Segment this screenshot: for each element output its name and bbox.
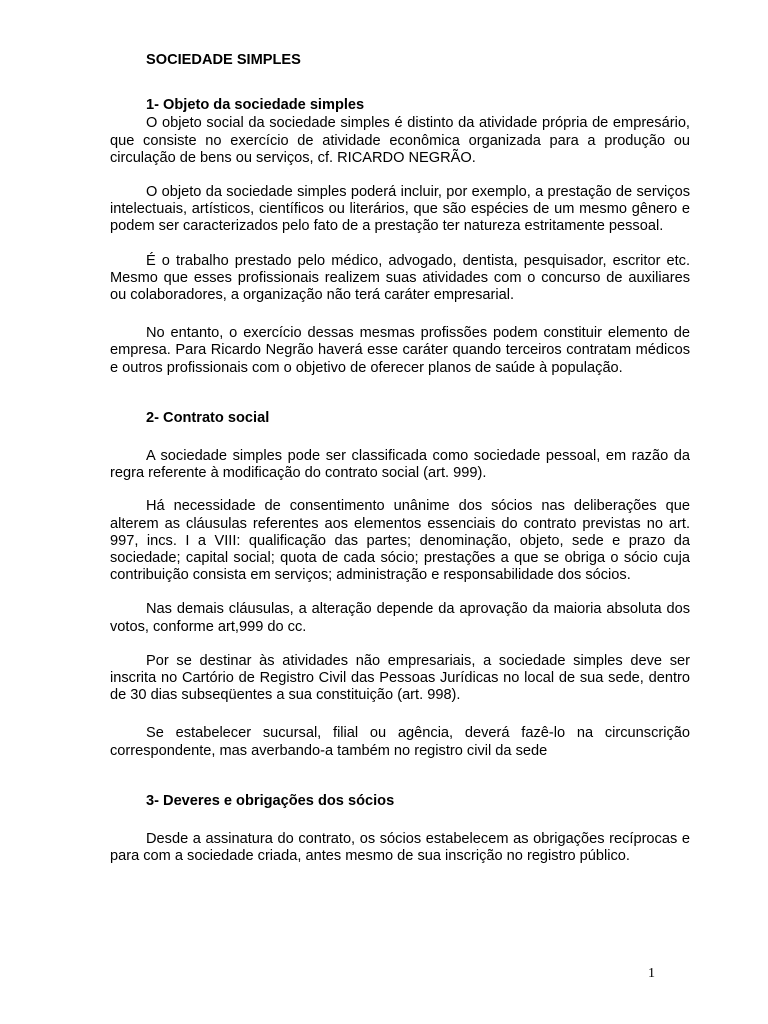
- page-number: 1: [648, 966, 655, 981]
- document-page: [110, 52, 690, 866]
- paragraph: O objeto da sociedade simples poderá incluir, por exemplo, a prestação de serviços intelectuais, artísticos, científicos ou literários, que são espécies de um mesmo gênero e podem ser caracterizados pelo fato de a prestação ter natureza estritamente pessoal.: [110, 184, 690, 235]
- paragraph: Por se destinar às atividades não empresariais, a sociedade simples deve ser inscrita no Cartório de Registro Civil das Pessoas Jurídicas no local de sua sede, dentro de 30 dias subseqüentes a sua constituição (art. 998).: [110, 652, 690, 704]
- document-title: SOCIEDADE SIMPLES: [146, 52, 301, 68]
- paragraph: Se estabelecer sucursal, filial ou agência, deverá fazê-lo na circunscrição correspondente, mas averbando-a também no registro civil da sede: [110, 725, 690, 759]
- paragraph: Nas demais cláusulas, a alteração depende da aprovação da maioria absoluta dos votos, conforme art,999 do cc.: [110, 601, 690, 635]
- paragraph: Desde a assinatura do contrato, os sócios estabelecem as obrigações recíprocas e para com a sociedade criada, antes mesmo de sua inscrição no registro público.: [110, 831, 690, 865]
- paragraph: É o trabalho prestado pelo médico, advogado, dentista, pesquisador, escritor etc. Mesmo que esses profissionais realizem suas atividades com o concurso de auxiliares ou colaboradores, a organização não terá caráter empresarial.: [110, 252, 690, 304]
- section-heading-deveres-obrigacoes: 3- Deveres e obrigações dos sócios: [146, 792, 395, 809]
- section-heading-contrato-social: 2- Contrato social: [146, 409, 270, 426]
- section-heading-objeto: 1- Objeto da sociedade simples: [146, 97, 365, 114]
- paragraph: O objeto social da sociedade simples é distinto da atividade própria de empresário, que consiste no exercício de atividade econômica organizada para a produção ou circulação de bens ou serviços, cf. RICARDO NEGRÃO.: [110, 115, 690, 166]
- paragraph: A sociedade simples pode ser classificada como sociedade pessoal, em razão da regra referente à modificação do contrato social (art. 999).: [110, 448, 690, 482]
- paragraph: No entanto, o exercício dessas mesmas profissões podem constituir elemento de empresa. Para Ricardo Negrão haverá esse caráter quando terceiros contratam médicos e outros profissionais com o objetivo de oferecer planos de saúde à população.: [110, 325, 690, 376]
- paragraph: Há necessidade de consentimento unânime dos sócios nas deliberações que alterem as cláusulas referentes aos elementos essenciais do contrato previstas no art. 997, incs. I a VIII: qualificação das partes; denominação, objeto, sede e prazo da sociedade; capital social; quota de cada sócio; prestações a que se obriga o sócio cuja contribuição consista em serviços; administração e responsabilidade dos sócios.: [110, 498, 690, 584]
